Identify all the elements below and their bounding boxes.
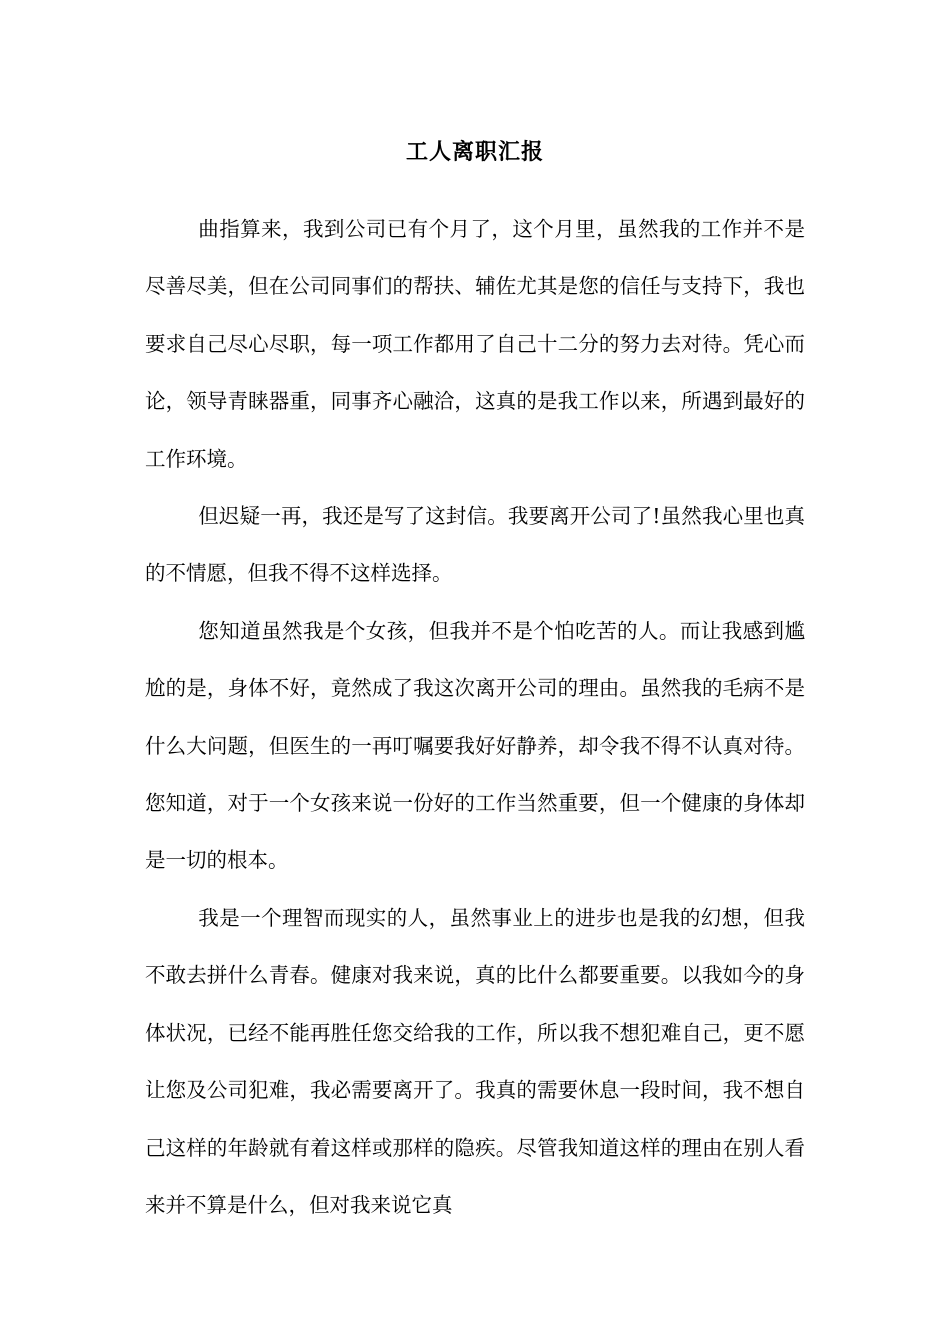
paragraph-4: 我是一个理智而现实的人，虽然事业上的进步也是我的幻想，但我不敢去拼什么青春。健康对我来说，真的比什么都要重要。以我如今的身体状况，已经不能再胜任您交给我的工作，所以我不想犯难自己，更不愿让您及公司犯难，我必需要离开了。我真的需要休息一段时间，我不想自己这样的年龄就有着这样或那样的隐疾。尽管我知道这样的理由在别人看来并不算是什么，但对我来说它真 xyxy=(145,905,805,1217)
paragraph-3: 您知道虽然我是个女孩，但我并不是个怕吃苦的人。而让我感到尴尬的是，身体不好，竟然成了我这次离开公司的理由。虽然我的毛病不是什么大问题，但医生的一再叮嘱要我好好静养，却令我不得不认真对待。您知道，对于一个女孩来说一份好的工作当然重要，但一个健康的身体却是一切的根本。 xyxy=(145,618,805,873)
document-body xyxy=(145,201,805,1234)
paragraph-1: 曲指算来，我到公司已有个月了，这个月里，虽然我的工作并不是尽善尽美，但在公司同事们的帮扶、辅佐尤其是您的信任与支持下，我也要求自己尽心尽职，每一项工作都用了自己十二分的努力去对待。凭心而论，领导青睐器重，同事齐心融洽，这真的是我工作以来，所遇到最好的工作环境。 xyxy=(145,217,805,471)
document-title: 工人离职汇报 xyxy=(405,139,544,165)
paragraph-2: 但迟疑一再，我还是写了这封信。我要离开公司了!虽然我心里也真的不情愿，但我不得不这样选择。 xyxy=(145,504,805,586)
